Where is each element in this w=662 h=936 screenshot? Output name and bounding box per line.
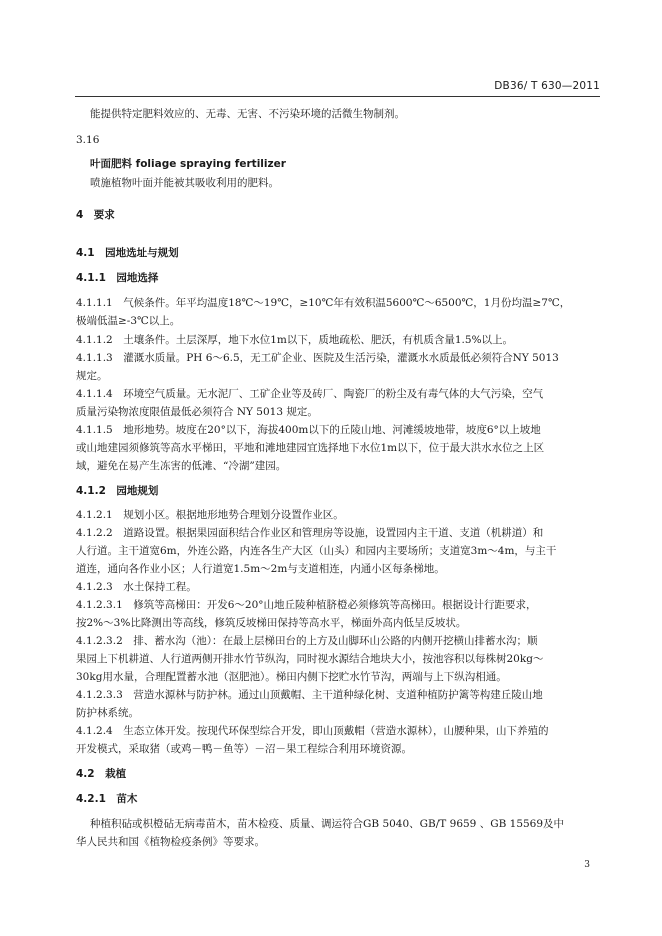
clause-text: 或山地建园须修筑等高水平梯田，平地和滩地建园宜选择地下水位1m以下，位于最大洪水水位之上区 — [76, 442, 545, 454]
clause-text: 华人民共和国《植物检疫条例》等要求。 — [76, 836, 265, 848]
clause-text: 4.1.1.1 气候条件。年平均温度18℃～19℃，≥10℃年有效积温5600℃～6500℃，1月份均温≥7℃， — [76, 297, 571, 309]
clause-text: 人行道。主干道宽6m，外连公路，内连各生产大区（山头）和园内主要场所；支道宽3m～4m，与主干 — [76, 545, 557, 557]
clause-text: 极端低温≥-3℃以上。 — [76, 315, 181, 327]
clause-text: 开发模式，采取猪（或鸡－鸭－鱼等）－沼－果工程综合利用环境资源。 — [76, 743, 412, 755]
clause-text: 种植积砧或枳橙砧无病毒苗木，苗木检疫、质量、调运符合GB 5040、GB/T 9659 、GB 15569及中 — [90, 818, 565, 830]
term-heading: 叶面肥料 foliage spraying fertilizer — [90, 158, 286, 170]
term-number: 3.16 — [76, 134, 100, 146]
clause-text: 4.1.1.3 灌溉水质量。PH 6～6.5，无工矿企业、医院及生活污染，灌溉水水质最低必须符合NY 5013 — [76, 352, 559, 364]
subsection-heading: 4.2 栽植 — [76, 768, 127, 780]
clause-text: 域，避免在易产生冻害的低滩、“冷湖”建园。 — [76, 460, 287, 472]
clause-text: 果园上下机耕道、人行道两侧开排水竹节纵沟，同时视水源结合地块大小，按池容积以每株树20kg～ — [76, 653, 544, 665]
clause-text: 4.1.2.3.3 营造水源林与防护林。通过山顶戴帽、主干道种绿化树、支道种植防护篱等构建丘陵山地 — [76, 689, 543, 701]
term-definition: 喷施植物叶面并能被其吸收利用的肥料。 — [90, 177, 279, 189]
clause-text: 道连，通向各作业小区；人行道宽1.5m～2m与支道相连，内通小区每条梯地。 — [76, 563, 445, 575]
clause-heading: 4.1.2 园地规划 — [76, 485, 159, 497]
clause-text: 4.1.2.4 生态立体开发。按现代环保型综合开发，即山顶戴帽（营造水源林），山腰种果，山下养殖的 — [76, 725, 549, 737]
definition-continuation: 能提供特定肥料效应的、无毒、无害、不污染环境的活微生物制剂。 — [90, 108, 405, 120]
header-divider — [75, 96, 600, 97]
clause-text: 质量污染物浓度限值最低必须符合 NY 5013 规定。 — [76, 406, 318, 418]
clause-text: 4.1.2.3.2 排、蓄水沟（池）：在最上层梯田台的上方及山脚环山公路的内侧开挖横山排蓄水沟；顺 — [76, 635, 538, 647]
section-heading: 4 要求 — [76, 209, 115, 221]
clause-text: 4.1.2.1 规划小区。根据地形地势合理划分设置作业区。 — [76, 509, 344, 521]
document-code: DB36/ T 630—2011 — [494, 80, 600, 92]
clause-text: 4.1.2.3.1 修筑等高梯田：开发6～20°山地丘陵种植脐橙必须修筑等高梯田。根据设计行距要求， — [76, 599, 537, 611]
clause-text: 4.1.1.4 环境空气质量。无水泥厂、工矿企业等及砖厂、陶瓷厂的粉尘及有毒气体的大气污染，空气 — [76, 388, 544, 400]
clause-text: 4.1.1.5 地形地势。坡度在20°以下，海拔400m以下的丘陵山地、河滩缓坡地带，坡度6°以上坡地 — [76, 424, 541, 436]
clause-text: 规定。 — [76, 370, 108, 382]
page-number: 3 — [584, 860, 590, 870]
clause-text: 按2%～3%比降测出等高线，修筑反坡梯田保持等高水平，梯面外高内低呈反坡状。 — [76, 617, 467, 629]
clause-text: 30kg用水量，合理配置蓄水池（沤肥池）。梯田内侧下挖贮水竹节沟，两端与上下纵沟相通。 — [76, 671, 507, 683]
subsection-heading: 4.1 园地选址与规划 — [76, 247, 179, 259]
clause-heading: 4.1.1 园地选择 — [76, 272, 159, 284]
clause-text: 4.1.2.3 水土保持工程。 — [76, 581, 197, 593]
clause-text: 4.1.2.2 道路设置。根据果园面积结合作业区和管理房等设施，设置园内主干道、支道（机耕道）和 — [76, 527, 544, 539]
clause-text: 4.1.1.2 土壤条件。土层深厚，地下水位1m以下，质地疏松、肥沃，有机质含量1.5%以上。 — [76, 334, 514, 346]
clause-text: 防护林系统。 — [76, 707, 139, 719]
clause-heading: 4.2.1 苗木 — [76, 793, 138, 805]
